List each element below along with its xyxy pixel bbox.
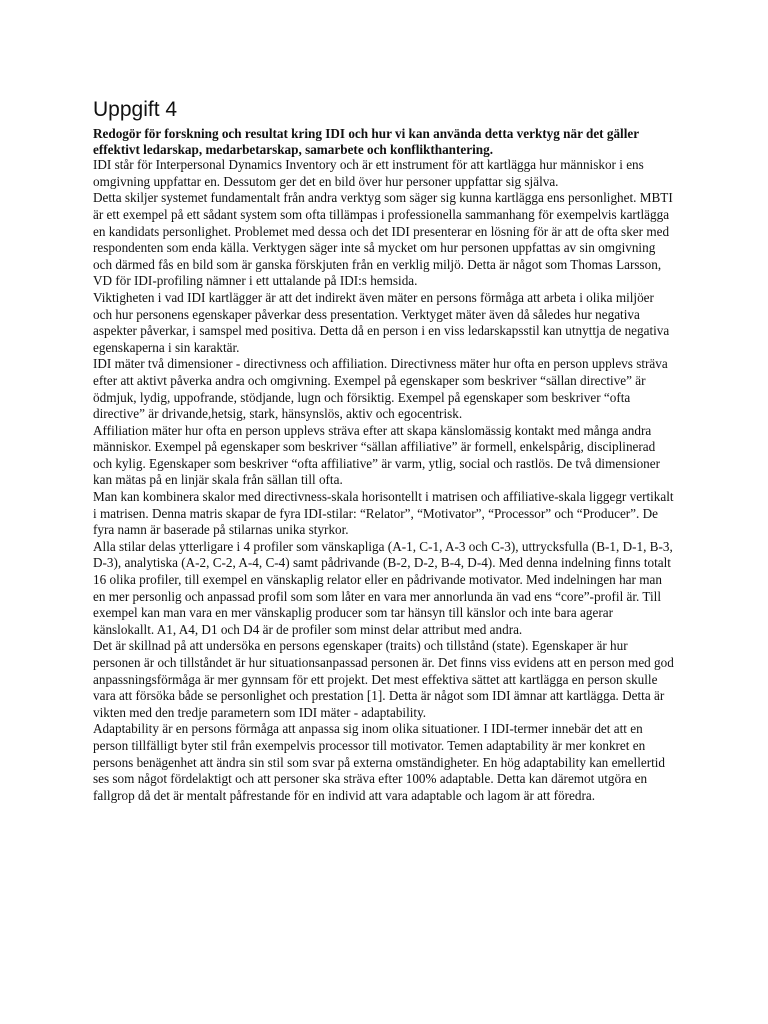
paragraph-traits-state: Det är skillnad på att undersöka en persons egenskaper (traits) och tillstånd (state). Egenskaper är hur personen är och tillståndet är hur situationsanpassad personen är. Det finns viss evidens att en person med god anpassningsförmåga är mer gynnsam för ett projekt. Det mest effektiva sättet att kartlägga en person skulle vara att försöka både se personlighet och prestation [1]. Detta är något som IDI ämnar att kartlägga. Detta är vikten med den tredje parametern som IDI mäter - adaptability. [93, 638, 674, 720]
paragraph-directivness: IDI mäter två dimensioner - directivness och affiliation. Directivness mäter hur ofta en person upplevs sträva efter att aktivt påverka andra och omgivning. Exempel på egenskaper som beskriver “sällan directive” är ödmjuk, lydig, uppofrande, stödjande, lugn och försiktig. Exempel på egenskaper som beskriver “ofta directive” är drivande,hetsig, stark, hänsynslös, aktiv och egocentrisk. [93, 356, 668, 422]
page-title: Uppgift 4 [93, 98, 178, 121]
document-page [93, 98, 675, 804]
paragraph-idi-intro: IDI står för Interpersonal Dynamics Inventory och är ett instrument för att kartlägga hur människor i ens omgivning uppfattar en. Dessutom ger det en bild över hur personer uppfattar sig själva. [93, 157, 644, 189]
lead-question: Redogör för forskning och resultat kring IDI och hur vi kan använda detta verktyg när det gäller effektivt ledarskap, medarbetarskap, samarbete och konflikthantering. [93, 126, 639, 157]
paragraph-adaptability: Adaptability är en persons förmåga att anpassa sig inom olika situationer. I IDI-termer innebär det att en person tillfälligt byter stil från exempelvis processor till motivator. Temen adaptability är mer konkret en persons benägenhet att ändra sin stil som svar på externa omständigheter. En hög adaptability kan emellertid ses som något fördelaktigt och att personer ska sträva efter 100% adaptable. Detta kan däremot utgöra en fallgrop då det är mentalt påfrestande för en individ att vara adaptable och lagom är att föredra. [93, 721, 666, 803]
paragraph-matrix: Man kan kombinera skalor med directivness-skala horisontellt i matrisen och affiliative-skala liggegr vertikalt i matrisen. Denna matris skapar de fyra IDI-stilar: “Relator”, “Motivator”, “Processor” och “Producer”. De fyra namn är baserade på stilarnas unika styrkor. [93, 489, 674, 538]
paragraph-affiliation: Affiliation mäter hur ofta en person upplevs sträva efter att skapa känslomässig kontakt med många andra människor. Exempel på egenskaper som beskriver “sällan affiliative” är formell, enkelspårig, disciplinerad och kylig. Egenskaper som beskriver “ofta affiliative” är varm, ytlig, social och rastlös. De två dimensioner kan mätas på en linjär skala från sällan till ofta. [93, 422, 661, 488]
paragraph-profiles: Alla stilar delas ytterligare i 4 profiler som vänskapliga (A-1, C-1, A-3 och C-3), uttrycksfulla (B-1, D-1, B-3, D-3), analytiska (A-2, C-2, A-4, C-4) samt pådrivande (B-2, D-2, B-4, D-4). Med denna indelning finns totalt 16 olika profiler, till exempel en vänskaplig relator eller en pådrivande motivator. Med indelningen har man en mer personlig och anpassad profil som som låter en vara mer annorlunda än vad ens “core”-profil är. Till exempel kan man vara en mer vänskaplig producer som tar hänsyn till känslor och inte bara agerar känslokallt. A1, A4, D1 och D4 är de profiler som minst delar attribut med andra. [93, 538, 673, 637]
paragraph-importance: Viktigheten i vad IDI kartlägger är att det indirekt även mäter en persons förmåga att arbeta i olika miljöer och hur personens egenskaper påverkar dess presentation. Verktyget mäter även då således hur negativa aspekter påverkar, i samspel med positiva. Detta då en person i en viss ledarskapsstil kan utnyttja de negativa egenskaperna i sin karaktär. [93, 289, 670, 355]
paragraph-comparison: Detta skiljer systemet fundamentalt från andra verktyg som säger sig kunna kartlägga ens personlighet. MBTI är ett exempel på ett sådant system som ofta tillämpas i professionella sammanhang för exempelvis kartlägga en kandidats personlighet. Problemet med dessa och det IDI presenterar en lösning för är att de ofta sker med respondenten som enda källa. Verktygen säger inte så mycket om hur personen uppfattas av sin omgivning och därmed fås en bild som är ganska förskjuten från en verklig miljö. Detta är något som Thomas Larsson, VD för IDI-profiling nämner i ett uttalande på IDI:s hemsida. [93, 190, 673, 289]
